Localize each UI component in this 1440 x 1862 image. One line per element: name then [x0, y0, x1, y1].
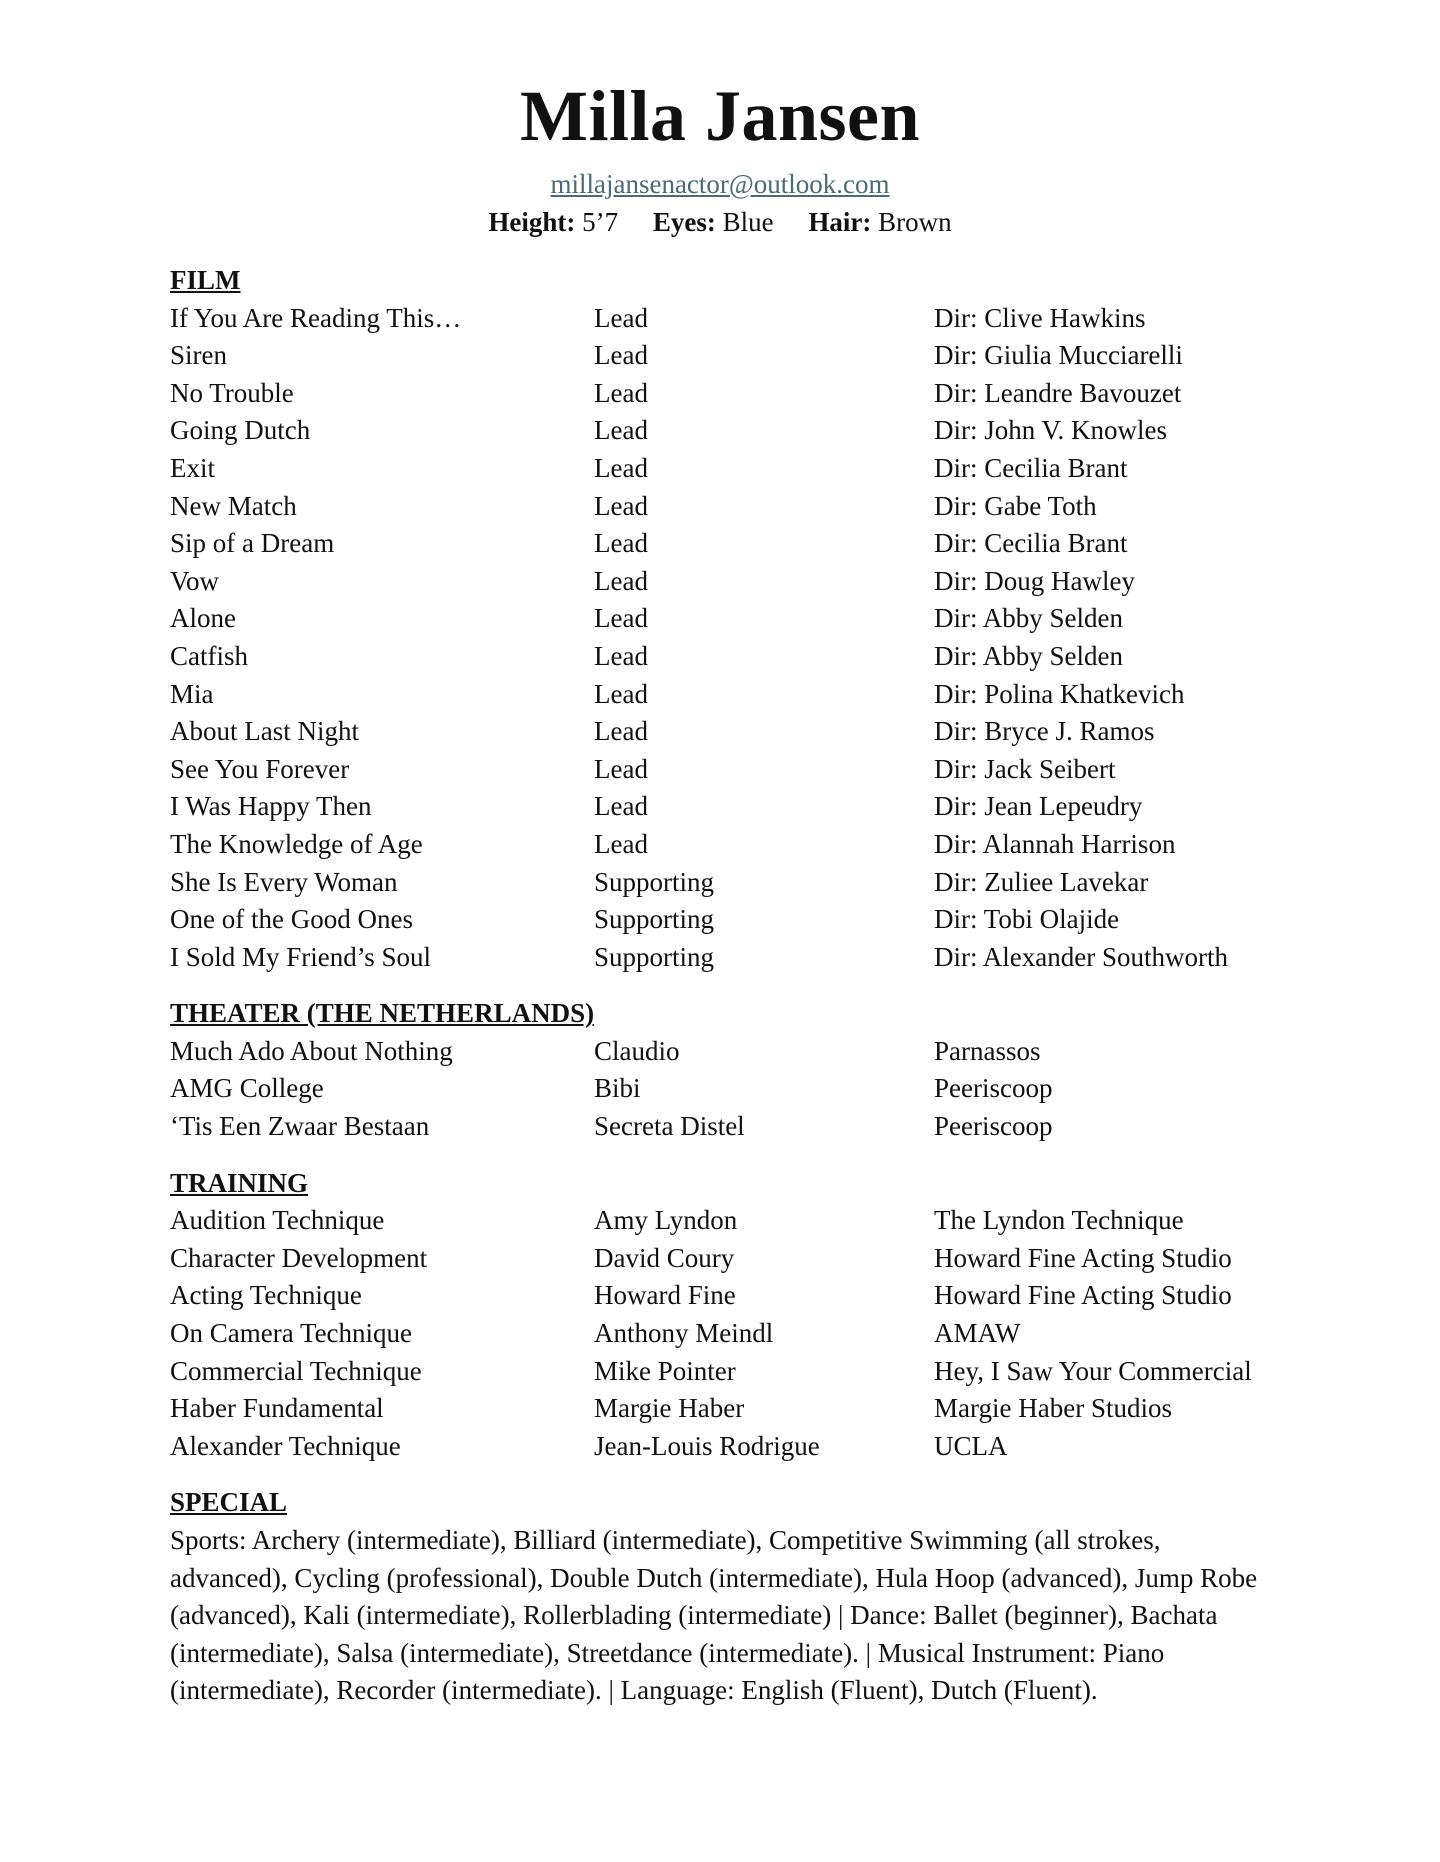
film-heading: FILM: [170, 265, 241, 295]
credit-detail: Howard Fine Acting Studio: [934, 1242, 1232, 1273]
credit-detail: Peeriscoop: [934, 1111, 1053, 1142]
credit-title: See You Forever: [170, 753, 350, 784]
credit-role: Amy Lyndon: [594, 1205, 738, 1236]
credit-detail: Dir: Abby Selden: [934, 603, 1123, 634]
resume-body: [170, 262, 1310, 1729]
credit-detail: Dir: Doug Hawley: [934, 565, 1135, 596]
table-row: [170, 676, 1310, 714]
credit-detail: Dir: Clive Hawkins: [934, 302, 1146, 333]
hair-stat: [808, 207, 951, 237]
credit-role: Lead: [594, 490, 648, 521]
table-row: [170, 901, 1310, 939]
training-heading: TRAINING: [170, 1167, 309, 1198]
credit-detail: Dir: Zuliee Lavekar: [934, 866, 1149, 897]
table-row: [170, 939, 1310, 977]
email-link[interactable]: millajansenactor@outlook.com: [550, 169, 890, 199]
credit-title: I Sold My Friend’s Soul: [170, 941, 432, 972]
table-row: [170, 1202, 1310, 1240]
credit-role: Lead: [594, 828, 648, 859]
table-row: [170, 788, 1310, 826]
hair-value: Brown: [878, 207, 952, 237]
credit-role: Lead: [594, 565, 648, 596]
table-row: [170, 1070, 1310, 1108]
credit-detail: Dir: Polina Khatkevich: [934, 678, 1185, 709]
table-row: [170, 638, 1310, 676]
film-section: [170, 262, 1310, 976]
credit-role: Supporting: [594, 941, 715, 972]
credit-detail: Dir: Bryce J. Ramos: [934, 716, 1155, 747]
table-row: [170, 525, 1310, 563]
credit-detail: Dir: Giulia Mucciarelli: [934, 340, 1183, 371]
table-row: [170, 1033, 1310, 1071]
credit-detail: Dir: Jack Seibert: [934, 753, 1116, 784]
credit-role: Jean-Louis Rodrigue: [594, 1430, 820, 1461]
credit-role: Lead: [594, 791, 648, 822]
credit-role: Lead: [594, 716, 648, 747]
height-label: Height:: [488, 207, 576, 237]
credit-detail: UCLA: [934, 1430, 1008, 1461]
credit-detail: AMAW: [934, 1318, 1021, 1349]
credit-detail: Dir: Abby Selden: [934, 640, 1123, 671]
credit-role: Lead: [594, 452, 648, 483]
table-row: [170, 826, 1310, 864]
table-row: [170, 412, 1310, 450]
eyes-value: Blue: [722, 207, 774, 237]
credit-detail: Dir: Cecilia Brant: [934, 528, 1128, 559]
special-skills-text: Sports: Archery (intermediate), Billiard (intermediate), Competitive Swimming (all strokes, advanced), Cycling (professional), Double Dutch (intermediate), Hula Hoop (advanced), Jump Robe (advanced), Kali (intermediate), Rollerblading (intermediate) | Dance: Ballet (beginner), Bachata (intermediate), Salsa (intermediate), Streetdance (intermediate). | Musical Instrument: Piano (intermediate), Recorder (intermediate). | Language: English (Fluent), Dutch (Fluent).: [170, 1525, 1258, 1706]
credit-detail: Dir: Cecilia Brant: [934, 452, 1128, 483]
credit-role: Supporting: [594, 904, 715, 935]
credit-role: Lead: [594, 340, 648, 371]
height-value: 5’7: [582, 207, 619, 237]
credit-role: Lead: [594, 603, 648, 634]
credit-role: Lead: [594, 640, 648, 671]
credit-title: Going Dutch: [170, 415, 311, 446]
credit-title: Audition Technique: [170, 1205, 385, 1236]
table-row: [170, 751, 1310, 789]
physical-stats: [0, 204, 1440, 240]
credit-role: David Coury: [594, 1242, 735, 1273]
credit-title: Acting Technique: [170, 1280, 362, 1311]
credit-role: Bibi: [594, 1073, 641, 1104]
table-row: [170, 1428, 1310, 1466]
credit-title: Sip of a Dream: [170, 528, 335, 559]
table-row: [170, 300, 1310, 338]
credit-role: Lead: [594, 528, 648, 559]
credit-title: She Is Every Woman: [170, 866, 398, 897]
eyes-stat: [653, 207, 774, 237]
table-row: [170, 450, 1310, 488]
credit-role: Margie Haber: [594, 1393, 745, 1424]
table-row: [170, 1240, 1310, 1278]
credit-detail: Dir: John V. Knowles: [934, 415, 1168, 446]
credit-title: Haber Fundamental: [170, 1393, 384, 1424]
credit-role: Anthony Meindl: [594, 1318, 774, 1349]
credit-detail: Dir: Leandre Bavouzet: [934, 377, 1182, 408]
credit-role: Claudio: [594, 1035, 680, 1066]
table-row: [170, 1390, 1310, 1428]
credit-title: I Was Happy Then: [170, 791, 372, 822]
table-row: [170, 1277, 1310, 1315]
credit-title: About Last Night: [170, 716, 359, 747]
credit-detail: Dir: Gabe Toth: [934, 490, 1097, 521]
credit-detail: Peeriscoop: [934, 1073, 1053, 1104]
table-row: [170, 713, 1310, 751]
credit-role: Mike Pointer: [594, 1355, 736, 1386]
table-row: [170, 864, 1310, 902]
credit-detail: Dir: Tobi Olajide: [934, 904, 1120, 935]
credit-title: The Knowledge of Age: [170, 828, 423, 859]
credit-title: If You Are Reading This…: [170, 302, 462, 333]
theater-credits: [170, 1033, 1310, 1146]
credit-title: Alexander Technique: [170, 1430, 401, 1461]
credit-title: Catfish: [170, 640, 248, 671]
training-list: [170, 1202, 1310, 1465]
credit-role: Lead: [594, 678, 648, 709]
credit-detail: Dir: Alexander Southworth: [934, 941, 1228, 972]
credit-role: Supporting: [594, 866, 715, 897]
credit-title: Character Development: [170, 1242, 428, 1273]
credit-title: One of the Good Ones: [170, 904, 413, 935]
theater-heading: THEATER (THE NETHERLANDS): [170, 998, 595, 1029]
credit-title: Mia: [170, 678, 214, 709]
theater-section: [170, 995, 1310, 1145]
credit-title: Alone: [170, 603, 236, 634]
credit-title: Exit: [170, 452, 215, 483]
film-credits: [170, 300, 1310, 977]
table-row: [170, 375, 1310, 413]
credit-title: On Camera Technique: [170, 1318, 413, 1349]
credit-title: Commercial Technique: [170, 1355, 422, 1386]
special-section: [170, 1484, 1310, 1710]
credit-detail: Hey, I Saw Your Commercial: [934, 1355, 1252, 1386]
training-section: [170, 1165, 1310, 1466]
credit-detail: The Lyndon Technique: [934, 1205, 1184, 1236]
table-row: [170, 600, 1310, 638]
table-row: [170, 337, 1310, 375]
credit-detail: Margie Haber Studios: [934, 1393, 1172, 1424]
credit-title: Vow: [170, 565, 220, 596]
credit-role: Lead: [594, 415, 648, 446]
eyes-label: Eyes:: [652, 207, 716, 237]
actor-name: Milla Jansen: [519, 76, 921, 156]
table-row: [170, 1353, 1310, 1391]
credit-role: Howard Fine: [594, 1280, 736, 1311]
table-row: [170, 1315, 1310, 1353]
credit-detail: Dir: Alannah Harrison: [934, 828, 1176, 859]
credit-title: Much Ado About Nothing: [170, 1035, 453, 1066]
table-row: [170, 563, 1310, 601]
table-row: [170, 488, 1310, 526]
credit-title: New Match: [170, 490, 297, 521]
resume-header: [0, 0, 1440, 240]
credit-role: Lead: [594, 377, 648, 408]
credit-title: AMG College: [170, 1073, 324, 1104]
credit-title: ‘Tis Een Zwaar Bestaan: [170, 1111, 430, 1142]
credit-role: Lead: [594, 753, 648, 784]
credit-title: Siren: [170, 340, 227, 371]
table-row: [170, 1108, 1310, 1146]
credit-title: No Trouble: [170, 377, 294, 408]
hair-label: Hair:: [808, 207, 872, 237]
credit-role: Secreta Distel: [594, 1111, 745, 1142]
credit-role: Lead: [594, 302, 648, 333]
credit-detail: Howard Fine Acting Studio: [934, 1280, 1232, 1311]
height-stat: [488, 207, 618, 237]
special-heading: SPECIAL: [170, 1487, 288, 1518]
credit-detail: Dir: Jean Lepeudry: [934, 791, 1143, 822]
credit-detail: Parnassos: [934, 1035, 1041, 1066]
